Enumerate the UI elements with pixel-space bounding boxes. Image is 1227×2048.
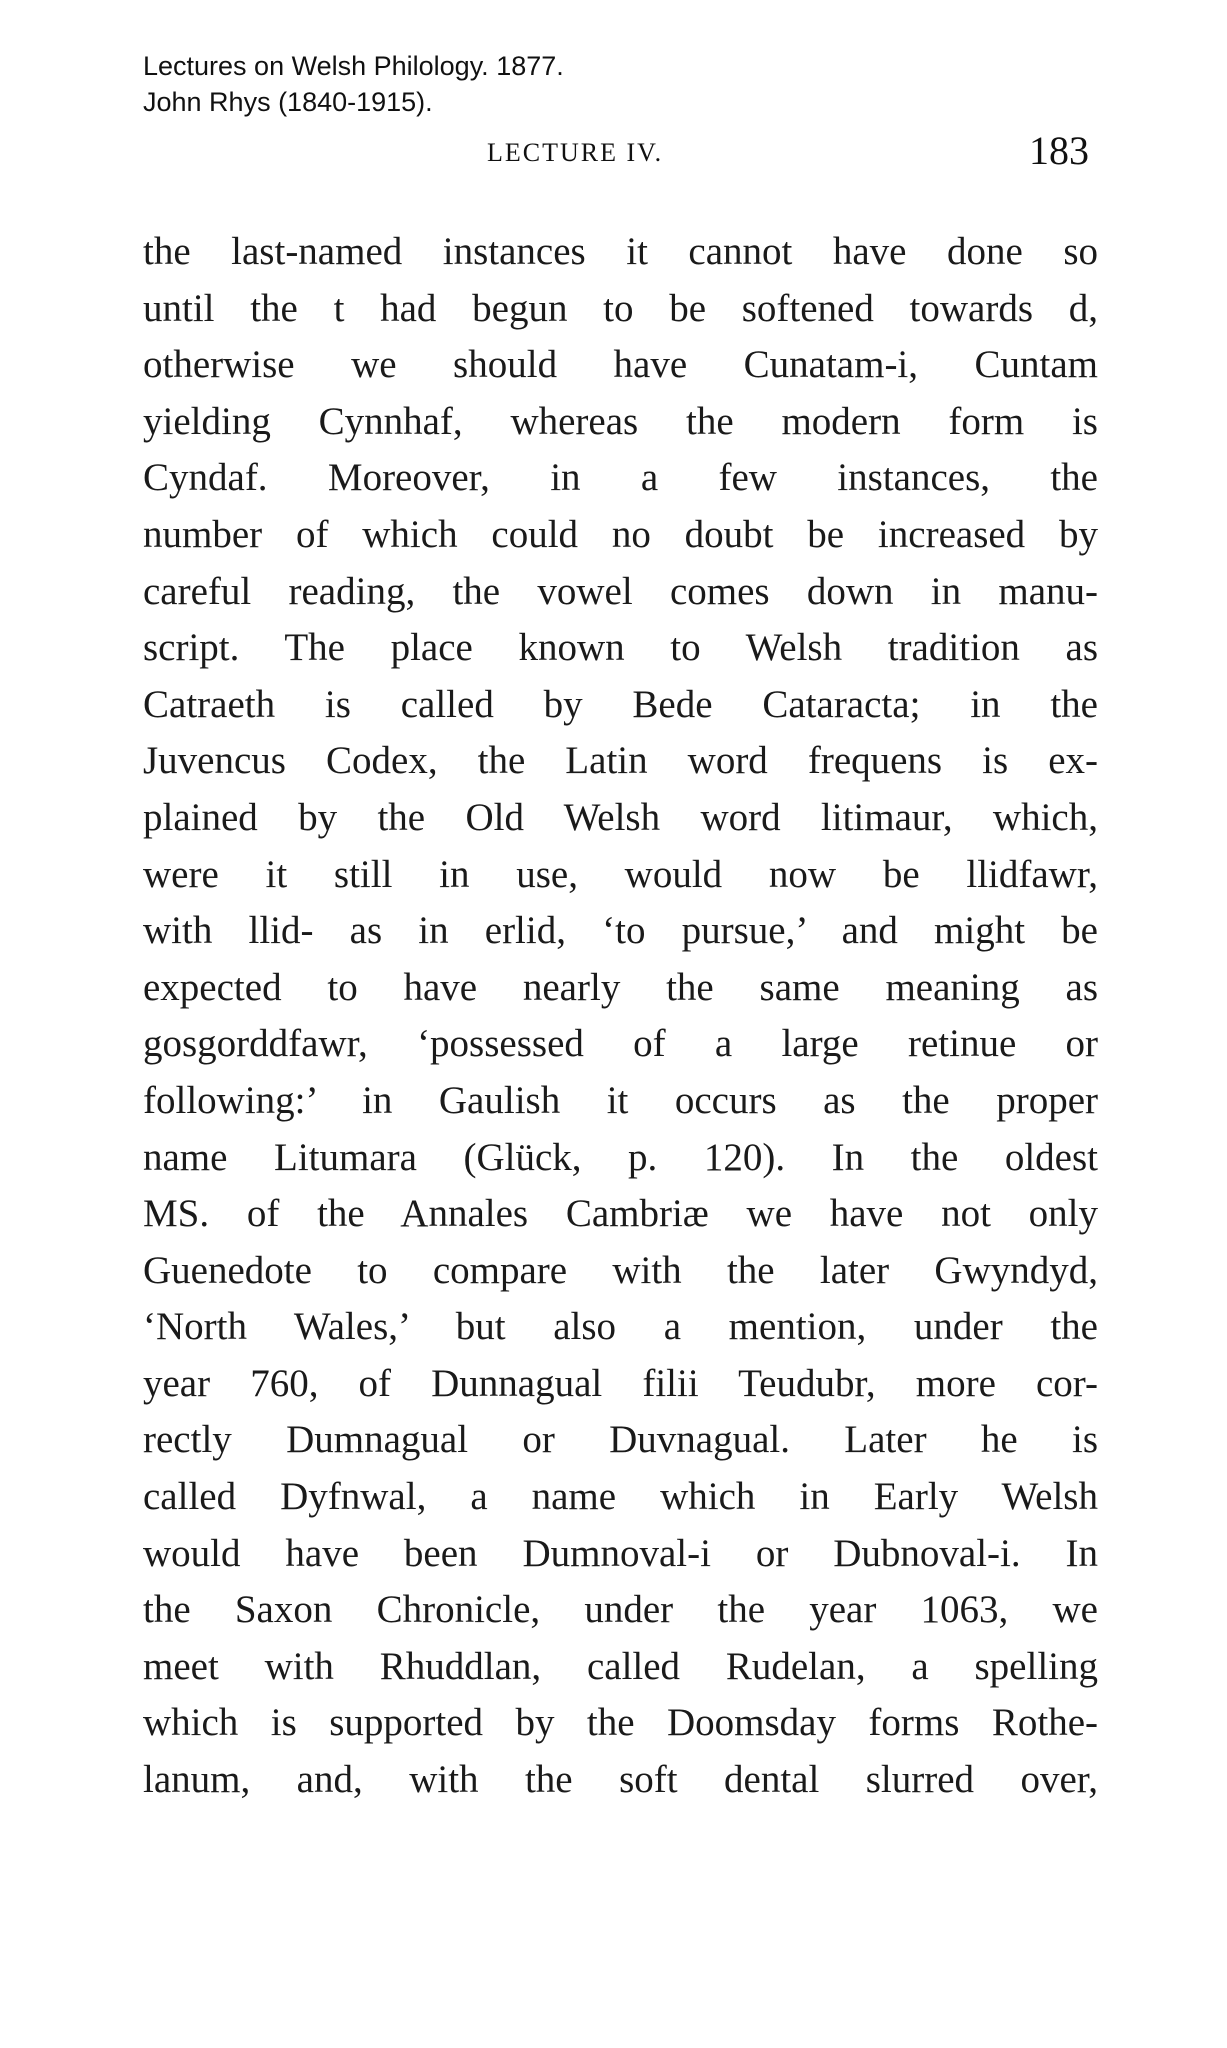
text-line: yielding Cynnhaf, whereas the modern form is xyxy=(143,399,1098,443)
text-line: name Litumara (Glück, p. 120). In the oldest xyxy=(143,1135,1098,1179)
text-line: script. The place known to Welsh tradition as xyxy=(143,626,1098,670)
text-line: careful reading, the vowel comes down in manu- xyxy=(143,569,1098,613)
text-line: gosgorddfawr, ‘possessed of a large retinue or xyxy=(143,1022,1098,1066)
text-line: until the t had begun to be softened towards d, xyxy=(143,286,1098,330)
text-line: lanum, and, with the soft dental slurred over, xyxy=(143,1758,1098,1802)
text-line: ‘North Wales,’ but also a mention, under the xyxy=(143,1305,1098,1349)
text-line: the last-named instances it cannot have done so xyxy=(143,230,1098,273)
running-head: LECTURE IV. xyxy=(487,138,664,167)
text-line: with llid- as in erlid, ‘to pursue,’ and might be xyxy=(143,909,1098,953)
text-line: expected to have nearly the same meaning as xyxy=(143,965,1098,1009)
text-line: meet with Rhuddlan, called Rudelan, a spelling xyxy=(143,1644,1098,1688)
text-line: which is supported by the Doomsday forms Rothe- xyxy=(143,1701,1098,1745)
text-line: Cyndaf. Moreover, in a few instances, the xyxy=(143,456,1098,500)
source-author: John Rhys (1840-1915). xyxy=(143,87,433,117)
text-line: MS. of the Annales Cambriæ we have not only xyxy=(143,1192,1098,1236)
text-line: following:’ in Gaulish it occurs as the proper xyxy=(143,1078,1098,1122)
page-number: 183 xyxy=(1029,128,1089,173)
text-line: Guenedote to compare with the later Gwyndyd, xyxy=(143,1248,1098,1292)
text-line: plained by the Old Welsh word litimaur, which, xyxy=(143,795,1098,839)
text-line: were it still in use, would now be llidfawr, xyxy=(143,852,1098,896)
text-line: Catraeth is called by Bede Cataracta; in the xyxy=(143,682,1098,726)
text-line: would have been Dumnoval-i or Dubnoval-i. In xyxy=(143,1531,1098,1575)
body-text xyxy=(143,224,1098,1809)
text-line: number of which could no doubt be increased by xyxy=(143,512,1098,556)
text-line: Juvencus Codex, the Latin word frequens is ex- xyxy=(143,739,1098,783)
text-line: year 760, of Dunnagual filii Teudubr, more cor- xyxy=(143,1361,1098,1405)
text-line: rectly Dumnagual or Duvnagual. Later he is xyxy=(143,1418,1098,1462)
source-note xyxy=(143,48,564,120)
text-line: the Saxon Chronicle, under the year 1063, we xyxy=(143,1588,1098,1632)
text-line: otherwise we should have Cunatam-i, Cuntam xyxy=(143,343,1098,387)
source-title: Lectures on Welsh Philology. 1877. xyxy=(143,51,564,81)
text-line: called Dyfnwal, a name which in Early Welsh xyxy=(143,1475,1098,1519)
